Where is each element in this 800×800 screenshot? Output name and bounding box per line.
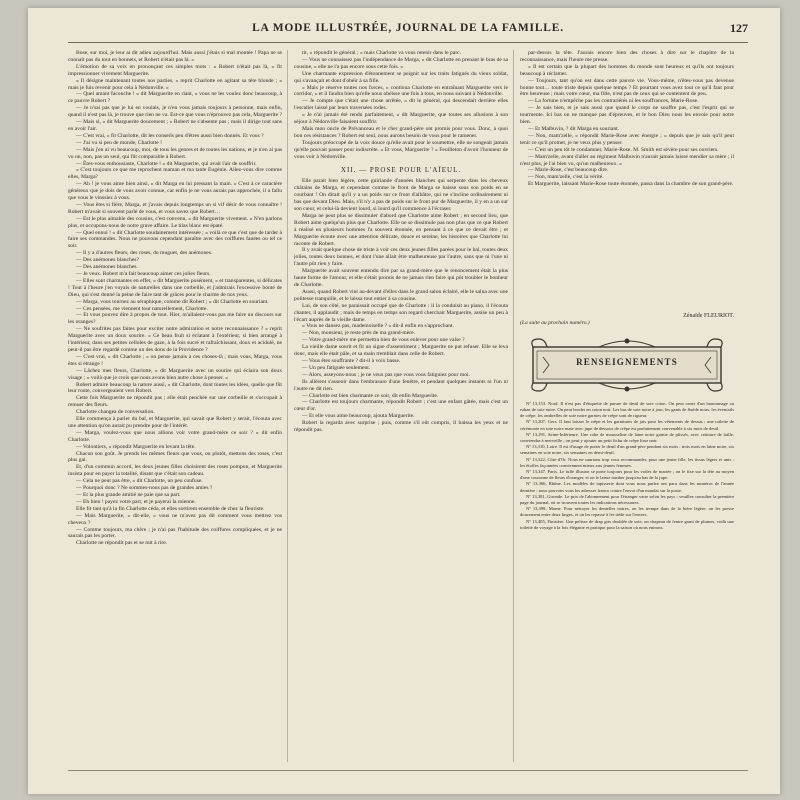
- paragraph: — Ah ! je vous aime bien ainsi, » dit Marga en lui pressant la main. « C'est à ce caractère généreux que je dois de vous avoir connue, car enfin je ne vous aurais pas approchée, il a fallu que vous le vinssiez à vous.: [68, 181, 282, 202]
- paragraph: Lui, de son côté, ne paraissait occupé que de Charlotte ; il la conduisit au piano, il l'écouta chanter, il applaudit ; mais de temps en temps son regard cherchait Marguerite, assise un peu à l'écart auprès de la vieille dame.: [294, 302, 508, 323]
- paragraph: — Un peu fatiguée seulement.: [302, 364, 371, 371]
- paragraph: Robert la regarda avec surprise ; puis, comme s'il eût compris, il baissa les yeux et ne répondit pas.: [294, 420, 508, 434]
- paragraph: Et, d'un commun accord, les deux jeunes filles choisirent des roses pompon, et Marguerite insista pour en payer la totalité, disant que c'était son cadeau.: [68, 464, 282, 478]
- paragraph: — Et Malbuvin, ? dit Marga en souriant.: [528, 125, 620, 132]
- paragraph: — Êtes-vous enthousiaste, Charlotte ! » dit Marguerite, qui avait l'air de souffrir.: [76, 160, 257, 167]
- paragraph: — Toujours, tant qu'on est dans cette pauvre vie. Vous-même, n'êtes-vous pas devenue bonne tout… toute triste depuis quelque temps ? Et pourtant vous avez tout ce qu'il faut pour être heureuse ; mais votre cœur, ma fille, n'est pas de ceux qui se contentent de peu.: [520, 77, 734, 98]
- paragraph: Mais mon oncle de Prévanceau et le cher grand-père ont promis pour vous. Donc, à quoi bon ces résistances ? Robert est seul, nous aurons besoin de vous pour le ramener.: [294, 125, 508, 139]
- author-signature: Zénaïde FLEURIOT.: [683, 313, 734, 319]
- column-1: [68, 50, 282, 762]
- paragraph: — Je n'sai pas que je lui en voulais, je n'en vous jamais toujours à personne, mais enfin, quand il n'est pas là, je trouve que rien ne va. Est-ce que vous n'éprouvez pas cela, Marguerite ?: [68, 105, 282, 119]
- paragraph: Nº 13,207, Gers. Il faut laisser le crêpe et les garnitures de jais pour les vêtements de dessus ; une toilette de cérémonie en soie noire mate avec jupe de dessous de crêpe est parfaitement convenable à six mois de deuil.: [520, 419, 734, 431]
- paragraph: Toujours préoccupé de la voix douce qu'elle avait pour le soumettre, elle ne songeait jamais qu'elle pouvait passer pour indiscrète. « Et vous, Marguerite ? » Feuilleton d'avoir l'honneur de vous voir à Nédonville.: [294, 139, 508, 160]
- paragraph: — C'est un peu tôt le condamner, Marie-Rose. M. Smith est sévère pour ses ouvriers.: [528, 146, 719, 153]
- paragraph: « Il désigne maintenant toutes nos parties, » reprit Charlotte en agitant sa tête blonde ; « mais je fuis revenir pour cela à Nédonville. »: [68, 77, 282, 91]
- renseignements-heading: RENSEIGNEMENTS: [576, 356, 678, 367]
- paragraph: — Mam'zelle, avant d'aller au régiment Malbuvin n'aurait jamais laissé mendier sa mère ; il n'est plus, je l'ai bien vu, qu'un malheureux. »: [520, 153, 734, 167]
- paragraph: « Vous ne dansez pas, mademoiselle ? » dit-il enfin en s'approchant.: [302, 323, 454, 330]
- paragraph: Nº 13,381, Gironde. Le prix de l'abonnement pour l'étranger varie selon les pays ; veuillez consulter la première page du journal, où se trouvent toutes les indications nécessaires.: [520, 493, 734, 506]
- paragraph: — Et elle vous aime beaucoup, ajouta Marguerite.: [302, 413, 415, 420]
- paragraph: tit, » répondit le général ; « mais Charlotte va vous retenir dans le parc.: [302, 50, 462, 56]
- paragraph: — Vous êtes souffrante ? dit-il à voix basse.: [302, 357, 401, 364]
- paragraph: — Quel amant faconche ! » dit Marguerite en riant, « vous ne les voulez donc beaucoup, à ce pauvre Robert ?: [68, 91, 282, 105]
- paragraph: Cette fois Marguerite ne répondit pas ; elle était penchée sur une corbeille et s'occupait à remuer des fleurs.: [68, 395, 282, 409]
- paragraph: — Quel ennui ! » dit Charlotte soudainement intéressée ; « voilà ce que c'est que de tarder à faire ses commandes. Nous ne pouvons cependant paraître avec des coiffures fanées ou tel ce soir.: [68, 229, 282, 250]
- paragraph: — Des anémones blanches?: [76, 257, 139, 264]
- paragraph: — Des anémones blanches.: [76, 264, 138, 271]
- footer-rule: [68, 770, 748, 771]
- paragraph: — Vous êtes si fière, Marga, et j'avais depuis longtemps un si vif désir de vous connaître ! Robert m'avait si souvent parlé de vous, et vous savez que Robert…: [68, 201, 282, 215]
- column-2: [294, 50, 508, 762]
- paragraph: Charlotte changea de conversation.: [76, 409, 155, 416]
- column-divider: [513, 50, 514, 762]
- paragraph: — Est le plus aimable des cousins, c'est convenu, » dit Marguerite vivement. « N'en parlons plus, et occupons-nous de notre grave affaire. Le tilas blanc est épaté.: [68, 215, 282, 229]
- paragraph: « Je n'ai jamais été rendu parfaitement, » dit Marguerite, que toutes ses allusions à son séjour à Nédonville faisaient souffrir.: [294, 112, 508, 126]
- running-title: LA MODE ILLUSTRÉE, JOURNAL DE LA FAMILLE.: [252, 22, 564, 34]
- paragraph: Robert admire beaucoup la nature aussi, » dit Charlotte, dont toutes les idées, quelle que fût leur route, convergeaient vers Robert.: [68, 381, 282, 395]
- paragraph: Ils allèrent s'asseoir dans l'embrasure d'une fenêtre, et pendant quelques instants ni l'un ni l'autre ne dit rien.: [294, 378, 508, 392]
- renseignements-cartouche: [529, 337, 725, 393]
- continued-note: (La suite au prochain numéro.): [520, 319, 590, 326]
- paragraph: — Vous ne connaissez pas l'indépendance de Marga, » dit Charlotte en prenant le bras de sa cousine, « elle ne l'a pas encore sous cette fois. »: [294, 56, 508, 70]
- paragraph: — Il y a d'autres fleurs, des roses, du muguet, des anémones.: [76, 250, 213, 257]
- paragraph: « Mais je réserve toutes nos forces, » continua Charlotte en entraînant Marguerite vers le corridor, « et il faudra bien qu'elle nous obéisse une fois à tous, en nous suivant à Nédonville.: [294, 84, 508, 98]
- paragraph: La vieille dame sourit et fit un signe d'assentiment ; Marguerite ne put refuser. Elle se leva donc, mais elle était pâle, et sa main tremblait dans celle de Robert.: [294, 344, 508, 358]
- paragraph: L'émotion de sa voix en prononçant ces simples mots : « Robert n'était pas là, » fit impressionner vivement Marguerite.: [68, 63, 282, 77]
- paragraph: — Volontiers, » répondit Marguerite en levant la tête.: [76, 443, 196, 450]
- paragraph: « C'est toujours ce que me reprochent maman et ma tante Eugénie. Allez-vous dire comme elles, Marga?: [68, 167, 282, 181]
- page-number: 127: [730, 21, 748, 35]
- paragraph: — Votre grand-mère me permettra bien de vous enlever pour une valse ?: [302, 337, 465, 344]
- column-2-text-top: [294, 50, 508, 161]
- paragraph: Bose, sur moi, je leur ai dit adieu aujourd'hui. Mais aussi j'étais si mal montée ! Papa ne se connaît pas du tout en bonnets, et Robert n'était pas là. »: [68, 50, 282, 63]
- paragraph: Une charmante expression d'étonnement se peignit sur les traits fatigués du vieux soldat, qui s'avançait et dont d'obéir à sa fille.: [294, 70, 508, 84]
- paragraph: Et Marguerite, laissant Marie-Rose toute étonnée, passa dans la chambre de son grand-père.: [528, 181, 734, 188]
- paragraph: — Marga, vous tournez au séraphique, comme dit Robert ; » dit Charlotte en souriant.: [76, 298, 269, 305]
- paragraph: — Cela ne peut pas être, » dit Charlotte, un peu confuse.: [76, 478, 203, 485]
- paragraph: — Je compte que c'était une chose arrêtée, » dit le général, qui descendait derrière elles l'escalier laissé par leurs traversées rodes.: [294, 98, 508, 112]
- paragraph: — Non, monsieur, je reste près de ma grand-mère.: [302, 330, 416, 337]
- paragraph: — Non, mam'zelle, » répondit Marie-Rose avec énergie ; « depuis que je sais qu'il peut tenir ce qu'il promet, je ne veux plus y penser.: [520, 132, 734, 146]
- paragraph: Elle commença à parler du bal, et Marguerite, qui savait que Robert y serait, l'écouta avec une attention qu'on aurait pu prendre pour de l'intérêt.: [68, 416, 282, 429]
- paragraph: — La fortune n'empêche pas les contrariétés ni les souffrances, Marie-Rose.: [528, 98, 699, 105]
- paragraph: Marguerite avait souvent entendu dire par sa grand-mère que le renoncement était la plus haute forme de l'amour, et elle s'était promis de ne jamais rien faire qui pût troubler le bonheur de Charlotte.: [294, 268, 508, 288]
- paragraph: — Alors, asseyons-nous ; je ne veux pas que vous vous fatiguiez pour moi.: [302, 371, 470, 378]
- paragraph: « Il est certain que la plupart des hommes du monde sont heureux et qu'ils ont toujours beaucoup à réclamer.: [520, 63, 734, 77]
- paragraph: — Mais j'en ai vu beaucoup, moi, de tous les genres et de toutes les nations, et je n'en ai pas vu un, non, pas un seul, qui fût comparable à Robert.: [68, 146, 282, 160]
- renseignements-text: [520, 401, 734, 762]
- journal-page: [28, 8, 780, 794]
- column-2-text-bottom: [294, 178, 508, 434]
- paragraph: Nº 13,322, Côte-d'Or. Nous ne saurions trop vous recommander, pour une jeune fille, les tissus légers et unis ; les étoffes façonnées conviennent mieux aux jeunes femmes.: [520, 456, 734, 468]
- chapter-title: XII. — PROSE POUR L'AÏEUL.: [340, 165, 462, 174]
- column-divider: [287, 50, 288, 762]
- paragraph: — Elles sont charmantes en effet, » dit Marguerite posément, « et transparentes, si délicates ! Tout à l'heure j'en voyais de naturelles dans une corbeille, et j'admirais l'excessive bonté de Dieu, qui s'est donné la peine de faire tant de grâces pour le charme de nos yeux.: [68, 277, 282, 298]
- paragraph: Marga ne peut plus se dissimuler d'abord que Charlotte aime Robert ; en second lieu, que Robert aime quelqu'un plus que Charlotte. Elle ne se dissimule pas non plus que ce que Robert à réalisé en plusieurs hommes l'a souvent étonnée, en pensant à ce que ce devait être ; et Marguerite écoute avec une attention délicate, douce et sereine, les histoires que Charlotte lui raconte de Robert.: [294, 212, 508, 247]
- paragraph: Nº 13,398, Marne. Pour nettoyer les dentelles noires, on les trempe dans de la bière légère, on les presse doucement entre deux linges, et on les repasse à fer tiède sur l'envers.: [520, 506, 734, 518]
- paragraph: — Ne soufrites pas faites pour exciter notre admiration et notre reconnaissance ? » reprit Marguerite avec un doux sourire. « Ce beau fruit si éclatant à l'extérieur, si bien arrangé à l'intérieur, dans ses petites cellules de gaze, à la fois sucré et rafraîchissant, doux et acidulé, ne peut-il pas être regardé comme un des dons de la Providence ?: [68, 326, 282, 353]
- column-3: [520, 50, 734, 762]
- paragraph: — Et vous pouvez dire à propos de tout. Hier, m'allaient-vous pas me faire un discours sur les oranges?: [68, 312, 282, 326]
- paragraph: Il y avait quelque chose de triste à voir ces deux jeunes filles parées pour le bal, toutes deux jolies, toutes deux bonnes, et dont l'une allait être malheureuse par l'autre, sans que ni l'une ni l'autre pût rien y faire.: [294, 247, 508, 268]
- paragraph: — Et la plus grande amitié ne paie que sa part.: [76, 492, 181, 498]
- paragraph: — Marga, voulez-vous que nous allions voir votre grand-mère ce soir ? » dit enfin Charlotte.: [68, 429, 282, 443]
- paragraph: Elle parait bien légère, cette guirlande d'années blanches qui serpente dans les cheveux châtains de Marga, et cependant comme le front de Marga se baisse sous son poids en se courbant ! On dirait qu'il y a un poids sur ce front d'albâtre, qui ne s'incline ordinairement ni bas que devant Dieu. Mais, s'il n'y a pas de poids sur le front pur de Marguerite, il y en a un sur son cœur, et celui-là devient lourd, si lourd qu'il commence à l'écraser.: [294, 178, 508, 213]
- paragraph: — Charlotte est toujours charmante, répondit Robert ; c'est une enfant gâtée, mais c'est un cœur d'or.: [294, 399, 508, 413]
- paragraph: — Mais si, » dit Marguerite doucement ; « Robert ne s'absente pas ; mais il dirige tout sans en avoir l'air.: [68, 119, 282, 132]
- paragraph: — Mais Marguerite, « dit-elle, » vous ne m'avez pas dit comment vous mettrez vos cheveux ?: [68, 512, 282, 526]
- paragraph: Chacun son goût. Je prends les mêmes fleurs que vous, ou plutôt, mettons des roses, c'est plus gai.: [68, 450, 282, 464]
- paragraph: — Eh bien ! payez votre part, et je payerai la mienne.: [76, 498, 196, 505]
- paragraph: — C'est vrai, » dit Charlotte ; « on pense jamais à ces choses-là ; mais vous, Marga, vous êtes si étrange !: [68, 353, 282, 367]
- paragraph: Nº 13,347, Paris. Le tulle illusion se porte toujours pour les voiles de mariée ; on le fixe sur la tête au moyen d'une couronne de fleurs d'oranger, et on le laisse tomber jusqu'au bas de la jupe.: [520, 469, 734, 481]
- paragraph: — C'est vrai, » fit Charlotte, dit les conseils peu d'êtres aussi bien donnés. Et vous ?: [76, 132, 264, 139]
- paragraph: — Marie-Rose, c'est beaucoup dire.: [528, 167, 609, 174]
- paragraph: Nº 13,405, Finistère. Une pelisse de drap gris doublée de soie, un chapeau de feutre garni de plumes, voilà une toilette de voyage à la fois élégante et pratique pour la saison où nous entrons.: [520, 518, 734, 530]
- paragraph: — Je veux. Robert m'a fait beaucoup aimer ces jolies fleurs.: [76, 271, 211, 277]
- paragraph: — Non, mam'zelle, c'est la vérité.: [528, 174, 604, 181]
- paragraph: — J'ai vu si peu de monde, Charlotte !: [76, 139, 162, 146]
- column-3-text: [520, 50, 734, 310]
- paragraph: — Pourquoi donc ? Ne sommes-nous pas de grandes amies ?: [76, 485, 213, 492]
- paragraph: par-dessus la tête. J'aurais encore bien des choses à dire sur le chapitre de la reconnaissance, mais l'heure me presse.: [520, 50, 734, 63]
- paragraph: Aussi, quand Robert vint au-devant d'elles dans le grand salon éclairé, elle le salua avec une politesse tranquille, et le laissa tout entier à sa cousine.: [294, 288, 508, 302]
- page-header: [68, 20, 748, 43]
- paragraph: — Je sais bien, et je sais aussi que quand le corps ne souffre pas, c'est l'esprit qui se tourmente. Ici bas on ne manque pas d'épreuves, et le bon Dieu nous les envoie pour notre bien.: [520, 105, 734, 126]
- paragraph: — Ces pensées, me viennent tout naturellement, Charlotte.: [76, 305, 208, 312]
- paragraph: Nº 13,153. Nord. Il n'est pas d'étiquette de parure de deuil de soie coton. On peut orner d'un boutonnage au ruban de soie noire. On peut broder en coton noir. Les bas de soie noire à jour, les gants de Suède noirs, les éventails de crêpe, les ombrelles de soie noire garnies de crêpe sont de rigueur.: [520, 400, 734, 419]
- paragraph: — Charlotte est bien charmante ce soir, dit enfin Marguerite.: [302, 392, 439, 399]
- paragraph: Elle fit tant qu'à la fin Charlotte céda, et elles sortirent ensemble de chez la fleuriste.: [76, 505, 265, 512]
- paragraph: Nº 13,291, Seine-Inférieure. Une robe de mousseline de laine noire garnie de plissés, avec ceinture de faille, conviendra à merveille ; on peut y ajouter un petit fichu de crêpe lisse noir.: [520, 431, 734, 444]
- paragraph: — Comme toujours, ma chère ; je n'ai pas l'habitude des coiffures compliquées, et je ne saurais pas les porter.: [68, 526, 282, 540]
- paragraph: Charlotte ne répondit pas et se mit à rire.: [76, 540, 168, 547]
- paragraph: Nº 13,366, Rhône. Les modèles de tapisserie dont vous nous parlez ont paru dans les numéros de l'année dernière ; nous pouvons vous les adresser franco contre l'envoi d'un mandat sur la poste.: [520, 481, 734, 493]
- paragraph: Nº 13,310, Loire. Il est d'usage de porter le deuil d'un grand-père pendant six mois : trois mois en laine noire, six semaines en soie noire, six semaines en demi-deuil.: [520, 444, 734, 456]
- paragraph: — Lâchez mes fleurs, Charlotte, » dit Marguerite avec un sourire qui éclaira son doux visage ; « voilà que je crois que nous avons bien autre chose à penser. »: [68, 367, 282, 381]
